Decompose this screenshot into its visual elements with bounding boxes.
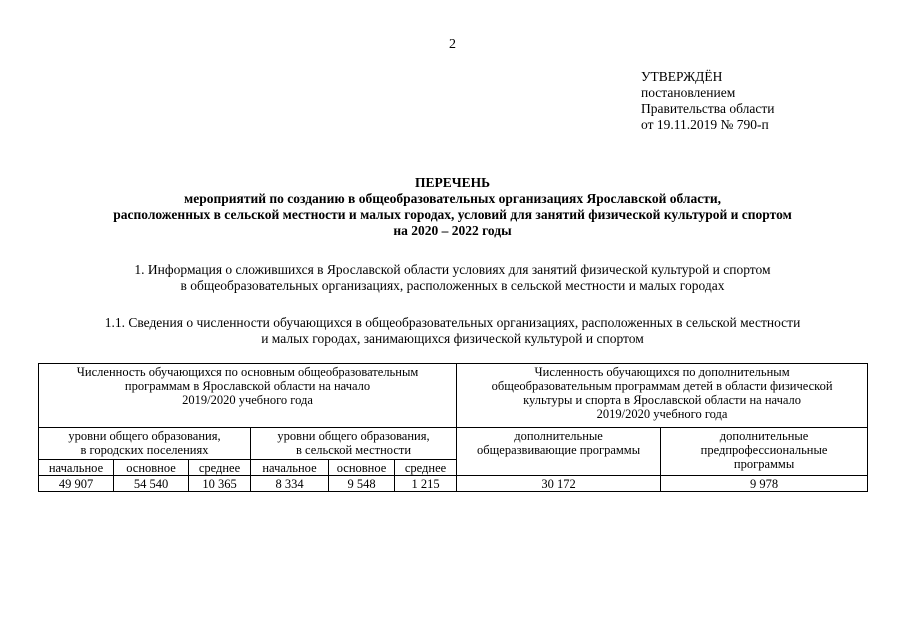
section-line: и малых городах, занимающихся физической культурой и спортом (261, 331, 644, 346)
document-heading (0, 175, 905, 239)
header-line: 2019/2020 учебного года (596, 407, 728, 421)
value-secondary-rural: 1 215 (395, 476, 457, 492)
header-rural-levels (251, 428, 457, 460)
heading-title: ПЕРЕЧЕНЬ (414, 175, 491, 190)
approval-line: Правительства области (641, 101, 775, 116)
approval-line: от 19.11.2019 № 790-п (641, 117, 769, 132)
value-basic-urban: 54 540 (114, 476, 189, 492)
level-secondary-rural: среднее (395, 460, 457, 476)
value-primary-rural: 8 334 (251, 476, 329, 492)
section-line: 1. Информация о сложившихся в Ярославской области условиях для занятий физической культурой и спортом (134, 262, 771, 277)
header-line: дополнительные (719, 429, 809, 443)
header-line: Численность обучающихся по основным общеобразовательным (76, 365, 419, 379)
value-general-development: 30 172 (457, 476, 661, 492)
level-basic-urban: основное (114, 460, 189, 476)
value-primary-urban: 49 907 (39, 476, 114, 492)
approval-stamp (641, 69, 774, 133)
level-basic-rural: основное (329, 460, 395, 476)
header-urban-levels (39, 428, 251, 460)
header-pre-professional-programs (661, 428, 868, 476)
header-line: общеразвивающие программы (477, 443, 641, 457)
level-primary-rural: начальное (251, 460, 329, 476)
header-line: Численность обучающихся по дополнительным (534, 365, 790, 379)
heading-line: мероприятий по созданию в общеобразовательных организациях Ярославской области, (184, 191, 721, 206)
header-line: программы (733, 457, 795, 471)
header-line: дополнительные (514, 429, 603, 443)
heading-line: расположенных в сельской местности и малых городах, условий для занятий физической культурой и спортом (113, 207, 792, 222)
students-count-table (38, 363, 868, 492)
header-line: в сельской местности (296, 443, 412, 457)
header-additional-programs (457, 364, 868, 428)
header-line: программам в Ярославской области на начало (124, 379, 371, 393)
value-secondary-urban: 10 365 (189, 476, 251, 492)
header-line: в городских поселениях (80, 443, 209, 457)
header-line: 2019/2020 учебного года (182, 393, 313, 407)
header-general-development-programs (457, 428, 661, 476)
heading-line: на 2020 – 2022 годы (393, 223, 512, 238)
header-line: уровни общего образования, (68, 429, 221, 443)
level-primary-urban: начальное (39, 460, 114, 476)
section-line: в общеобразовательных организациях, расположенных в сельской местности и малых городах (180, 278, 725, 293)
header-line: уровни общего образования, (277, 429, 430, 443)
header-line: культуры и спорта в Ярославской области на начало (523, 393, 801, 407)
approval-line: постановлением (641, 85, 736, 100)
header-main-programs (39, 364, 457, 428)
header-line: предпрофессиональные (700, 443, 828, 457)
approval-line: УТВЕРЖДЁН (641, 69, 723, 84)
section-line: 1.1. Сведения о численности обучающихся в общеобразовательных организациях, расположенных в сельской местности (104, 315, 801, 330)
value-basic-rural: 9 548 (329, 476, 395, 492)
page-number: 2 (449, 37, 456, 52)
value-pre-professional: 9 978 (661, 476, 868, 492)
header-line: общеобразовательным программам детей в области физической (491, 379, 833, 393)
section-1-heading (0, 262, 905, 294)
level-secondary-urban: среднее (189, 460, 251, 476)
section-1-1-heading (0, 315, 905, 347)
